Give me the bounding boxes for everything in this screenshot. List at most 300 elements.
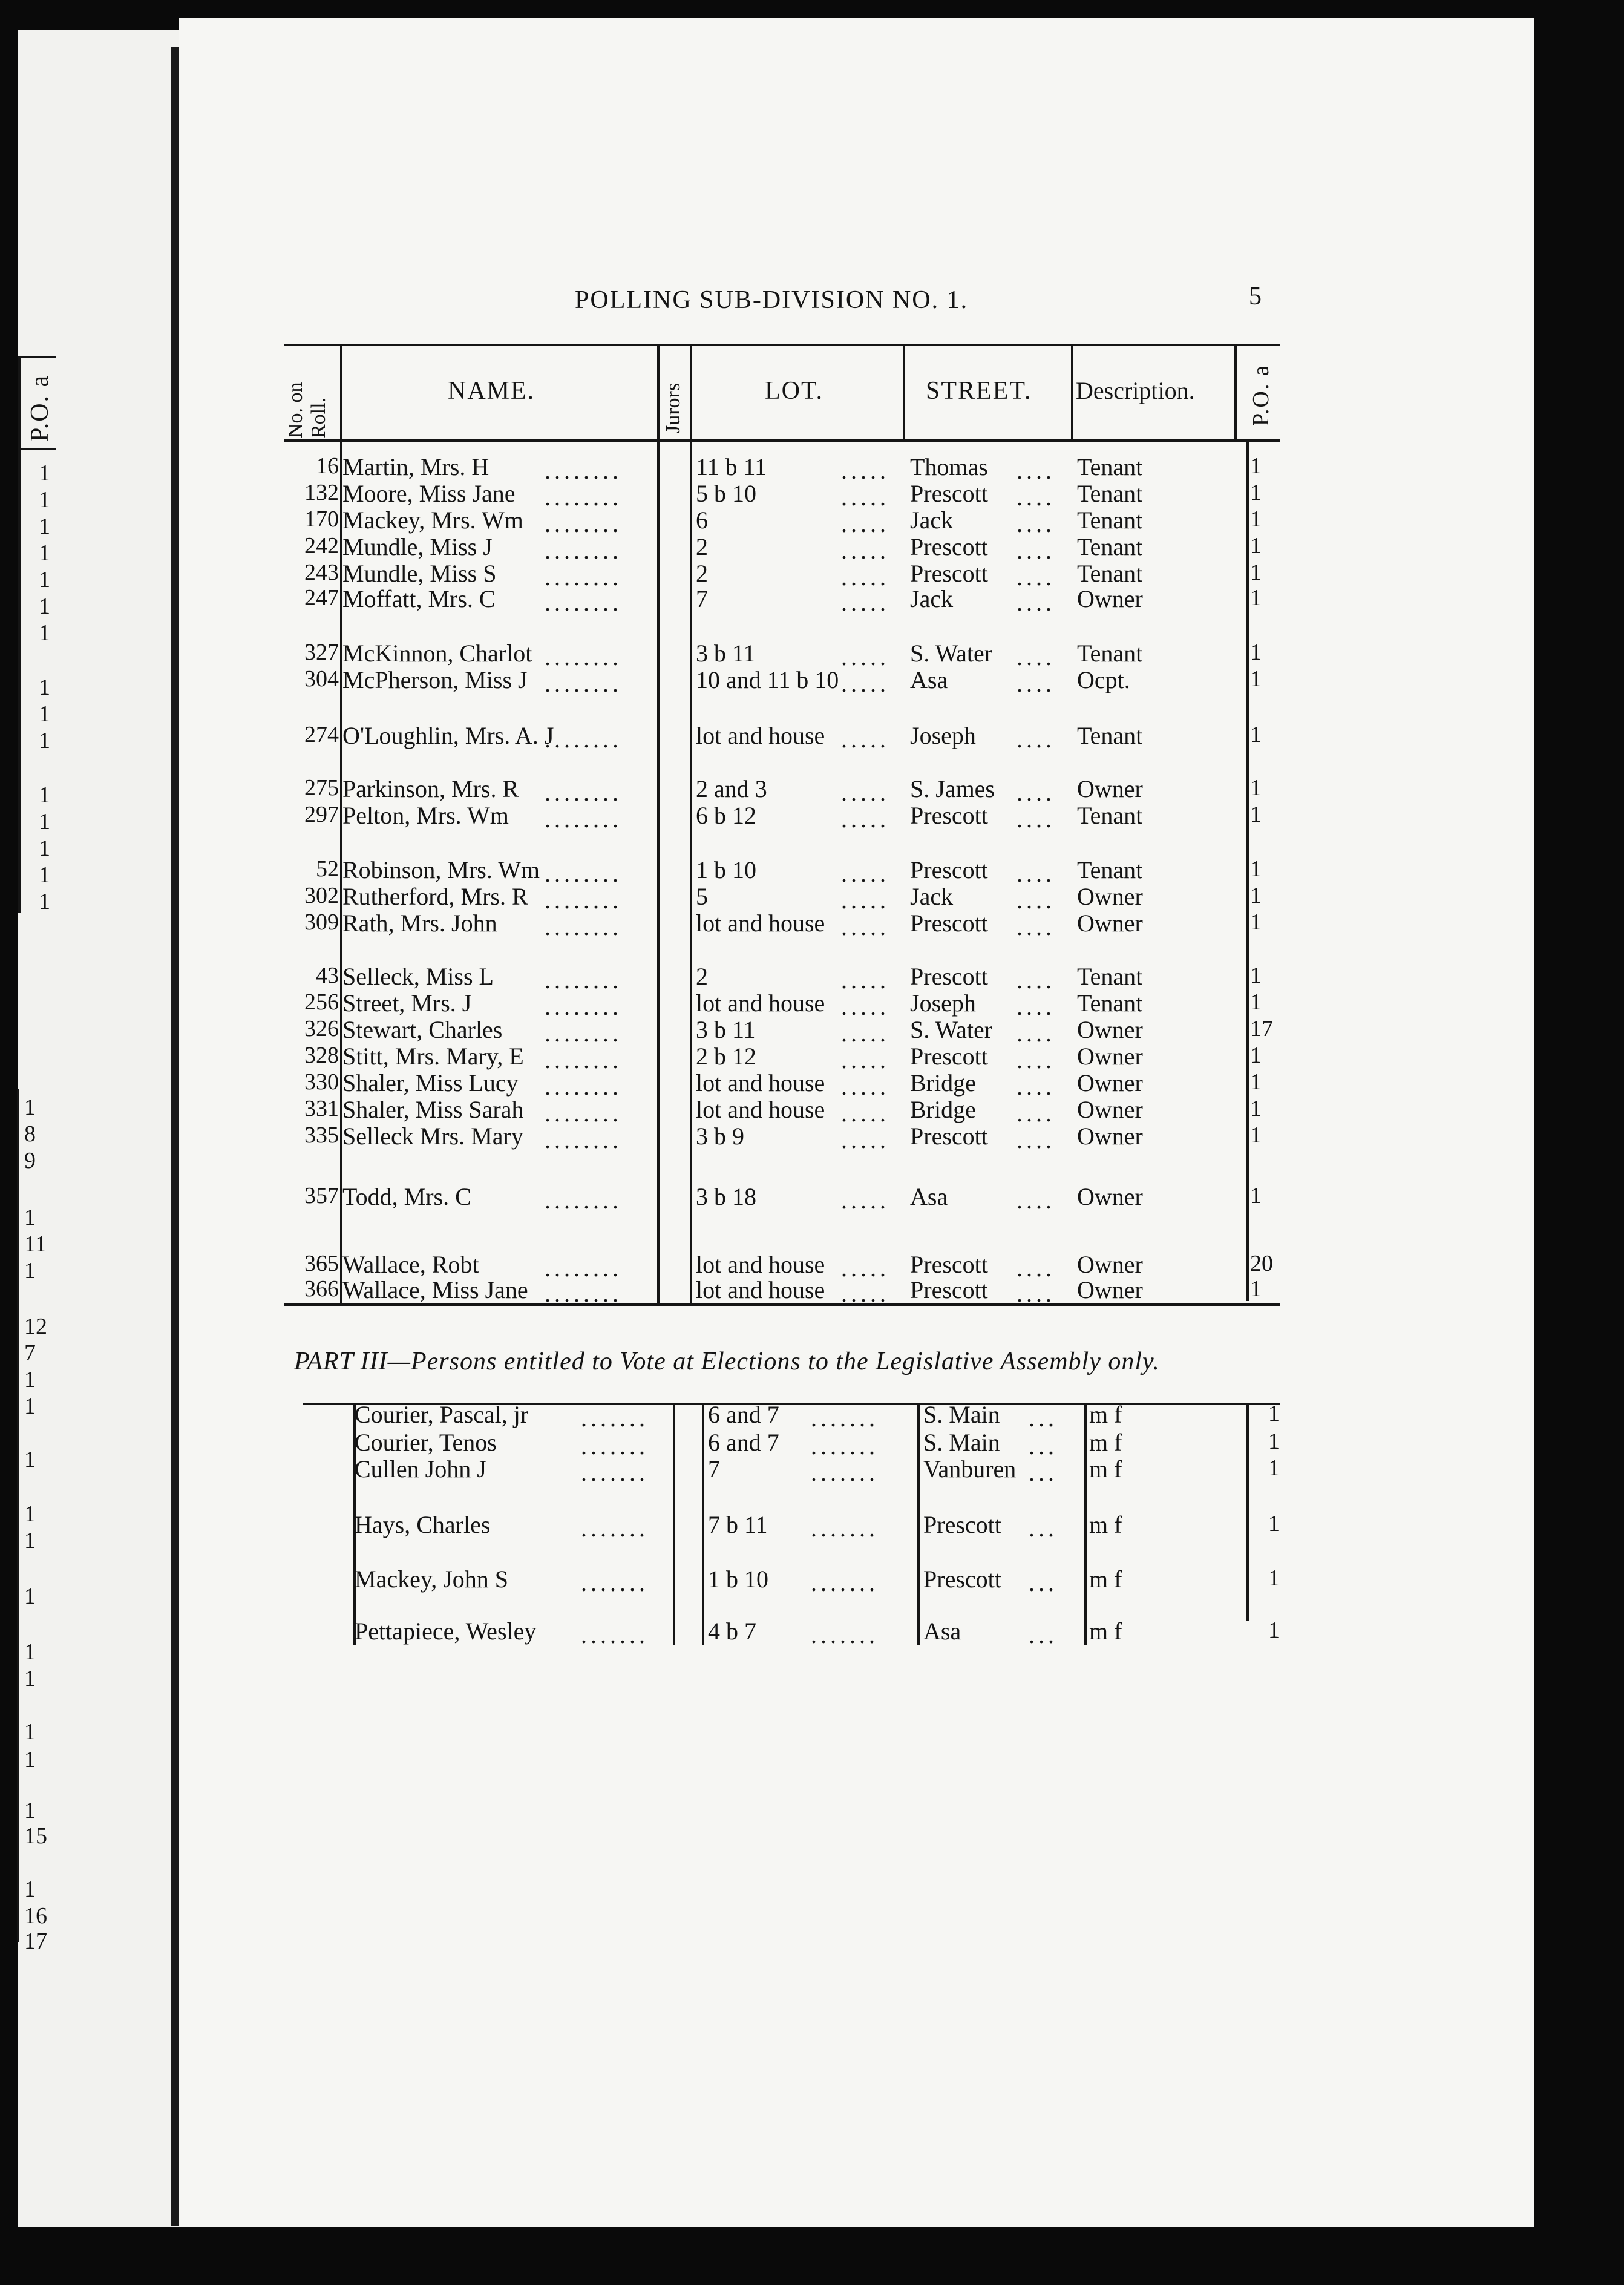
leader-dots: ... (1029, 1432, 1058, 1460)
binding-shadow (171, 47, 179, 2226)
voter-name: Shaler, Miss Sarah (342, 1096, 524, 1123)
po-number: 1 (1250, 963, 1262, 988)
page-number: 5 (1249, 283, 1263, 310)
roll-number: 365 (304, 1251, 339, 1276)
prev-po-value: 1 (39, 809, 50, 834)
voter-name: Courier, Tenos (355, 1429, 497, 1456)
voter-name: McPherson, Miss J (342, 666, 528, 693)
voter-name: Wallace, Robt (342, 1251, 479, 1278)
leader-dots: ..... (841, 1073, 889, 1100)
col-header-name: NAME. (448, 377, 535, 405)
prev-po-value: 1 (24, 1447, 36, 1472)
street: Prescott (910, 1251, 988, 1278)
roll-number: 16 (316, 453, 339, 479)
po-number: 1 (1268, 1401, 1280, 1426)
lot: 2 (696, 963, 708, 990)
prev-po-value: 15 (24, 1823, 47, 1849)
voter-name: Pelton, Mrs. Wm (342, 802, 509, 829)
col-header-street: STREET. (926, 377, 1032, 405)
voter-name: Stitt, Mrs. Mary, E (342, 1043, 524, 1070)
voter-name: Street, Mrs. J (342, 989, 472, 1017)
street: Prescott (910, 856, 988, 884)
prev-po-value: 1 (24, 1095, 36, 1120)
prev-po-value: 1 (39, 728, 50, 753)
voter-name: Shaler, Miss Lucy (342, 1069, 519, 1097)
prev-po-value: 1 (24, 1205, 36, 1230)
prev-po-value: 1 (24, 1747, 36, 1772)
lot: 5 b 10 (696, 480, 756, 507)
description: Owner (1077, 1069, 1143, 1097)
prev-po-value: 1 (39, 836, 50, 861)
leader-dots: ........ (545, 643, 622, 670)
voter-name: Mackey, John S (355, 1565, 509, 1593)
description: Tenant (1077, 722, 1143, 749)
description: Tenant (1077, 989, 1143, 1017)
lot: 6 and 7 (708, 1429, 779, 1456)
po-number: 1 (1250, 453, 1262, 479)
street: S. Water (910, 1016, 993, 1043)
lot: 3 b 18 (696, 1183, 756, 1210)
prev-po-value: 1 (39, 862, 50, 888)
leader-dots: .... (1017, 1187, 1055, 1214)
prev-po-value: 1 (24, 1584, 36, 1609)
leader-dots: .... (1017, 779, 1055, 806)
prev-po-value: 16 (24, 1903, 47, 1929)
street: S. Main (923, 1401, 1000, 1428)
lot: 3 b 11 (696, 640, 756, 667)
prev-rule-sub (18, 448, 56, 450)
prev-po-value: 1 (24, 1877, 36, 1902)
description: Owner (1077, 585, 1143, 612)
leader-dots: ..... (841, 484, 889, 511)
leader-dots: ....... (581, 1459, 649, 1486)
leader-dots: .... (1017, 1126, 1055, 1153)
prev-po-value: 1 (39, 701, 50, 727)
leader-dots: ........ (545, 589, 622, 616)
roll-number: 242 (304, 533, 339, 559)
leader-dots: ..... (841, 779, 889, 806)
description: Tenant (1077, 963, 1143, 990)
prev-page-header: P.O. a (26, 374, 54, 442)
leader-dots: .... (1017, 589, 1055, 616)
leader-dots: .... (1017, 966, 1055, 994)
street: Prescott (910, 480, 988, 507)
lot: 3 b 11 (696, 1016, 756, 1043)
street: Jack (910, 507, 954, 534)
leader-dots: ..... (841, 537, 889, 564)
prev-po-value: 1 (39, 782, 50, 808)
leader-dots: ....... (811, 1569, 879, 1596)
lot: 6 b 12 (696, 802, 756, 829)
description: Tenant (1077, 480, 1143, 507)
voter-name: Hays, Charles (355, 1511, 491, 1538)
lot: 2 (696, 560, 708, 587)
leader-dots: ... (1029, 1569, 1058, 1596)
street: Prescott (923, 1511, 1001, 1538)
voter-name: Selleck, Miss L (342, 963, 494, 990)
voter-name: O'Loughlin, Mrs. A. J (342, 722, 554, 749)
prev-po-value: 1 (39, 675, 50, 700)
description: Ocpt. (1077, 666, 1130, 693)
street: S. Water (910, 640, 993, 667)
leader-dots: ..... (841, 1187, 889, 1214)
lot: lot and house (696, 1251, 825, 1278)
leader-dots: .... (1017, 484, 1055, 511)
leader-dots: ..... (841, 510, 889, 537)
lot: 6 and 7 (708, 1401, 779, 1428)
col-header-jurors: Jurors (662, 382, 684, 433)
voter-name: Courier, Pascal, jr (355, 1401, 529, 1428)
street: Joseph (910, 989, 976, 1017)
roll-number: 132 (304, 480, 339, 505)
po-number: 1 (1250, 802, 1262, 827)
page-title: POLLING SUB-DIVISION NO. 1. (575, 286, 969, 314)
roll-number: 247 (304, 585, 339, 611)
leader-dots: ........ (545, 1254, 622, 1282)
leader-dots: .... (1017, 670, 1055, 697)
leader-dots: .... (1017, 805, 1055, 833)
street: Prescott (910, 1043, 988, 1070)
leader-dots: ........ (545, 1020, 622, 1047)
roll-number: 326 (304, 1016, 339, 1041)
leader-dots: ........ (545, 1126, 622, 1153)
prev-po-value: 1 (39, 889, 50, 914)
leader-dots: ........ (545, 1187, 622, 1214)
roll-number: 328 (304, 1043, 339, 1068)
lot: 4 b 7 (708, 1618, 756, 1645)
voter-name: Mundle, Miss J (342, 533, 493, 560)
leader-dots: ..... (841, 913, 889, 940)
part3-col-po (1246, 1403, 1249, 1621)
voter-name: Cullen John J (355, 1455, 486, 1483)
lot: 1 b 10 (696, 856, 756, 884)
description: Tenant (1077, 533, 1143, 560)
roll-number: 275 (304, 775, 339, 801)
lot: 3 b 9 (696, 1123, 744, 1150)
street: Bridge (910, 1096, 976, 1123)
po-number: 1 (1250, 1123, 1262, 1148)
leader-dots: ..... (841, 1280, 889, 1307)
roll-number: 357 (304, 1183, 339, 1208)
leader-dots: ........ (545, 1073, 622, 1100)
leader-dots: ..... (841, 670, 889, 697)
leader-dots: ..... (841, 805, 889, 833)
description: Tenant (1077, 507, 1143, 534)
prev-po-value: 1 (24, 1258, 36, 1283)
leader-dots: ....... (581, 1515, 649, 1542)
po-number: 1 (1268, 1511, 1280, 1536)
po-number: 1 (1250, 666, 1262, 692)
leader-dots: ........ (545, 1046, 622, 1074)
voter-name: Rutherford, Mrs. R (342, 883, 528, 910)
leader-dots: ..... (841, 887, 889, 914)
col-header-roll: No. on Roll. (284, 382, 330, 438)
leader-dots: ..... (841, 589, 889, 616)
description: m f (1089, 1511, 1122, 1538)
leader-dots: ..... (841, 966, 889, 994)
description: Owner (1077, 883, 1143, 910)
roll-number: 302 (304, 883, 339, 908)
prev-po-value: 1 (39, 540, 50, 566)
prev-po-value: 1 (24, 1666, 36, 1691)
lot: lot and house (696, 1096, 825, 1123)
leader-dots: ....... (811, 1515, 879, 1542)
leader-dots: .... (1017, 537, 1055, 564)
roll-number: 304 (304, 666, 339, 692)
roll-number: 52 (316, 856, 339, 882)
po-number: 1 (1250, 1276, 1262, 1302)
voter-name: Martin, Mrs. H (342, 453, 489, 480)
po-number: 1 (1268, 1455, 1280, 1481)
description: Owner (1077, 1276, 1143, 1303)
prev-po-value: 1 (24, 1798, 36, 1823)
description: m f (1089, 1618, 1122, 1645)
prev-po-value: 1 (39, 567, 50, 592)
lot: 6 (696, 507, 708, 534)
prev-rule-left (18, 356, 21, 913)
prev-po-value: 1 (24, 1367, 36, 1392)
leader-dots: ..... (841, 457, 889, 484)
leader-dots: ....... (811, 1459, 879, 1486)
po-number: 1 (1250, 989, 1262, 1015)
col-header-po: P.O. a (1248, 364, 1274, 426)
col-divider-po (1246, 439, 1249, 1301)
po-number: 1 (1250, 856, 1262, 882)
prev-po-value: 1 (39, 594, 50, 619)
description: Tenant (1077, 856, 1143, 884)
roll-number: 331 (304, 1096, 339, 1121)
po-number: 1 (1268, 1618, 1280, 1643)
leader-dots: ..... (841, 563, 889, 591)
lot: 10 and 11 b 10 (696, 666, 839, 693)
col-divider-desc-head (1234, 344, 1237, 441)
prev-po-value: 1 (39, 487, 50, 513)
leader-dots: ........ (545, 1280, 622, 1307)
leader-dots: ..... (841, 1046, 889, 1074)
prev-po-value: 1 (24, 1719, 36, 1745)
voter-name: Wallace, Miss Jane (342, 1276, 528, 1303)
col-divider-name (657, 344, 660, 1306)
prev-po-value: 1 (24, 1639, 36, 1665)
leader-dots: ........ (545, 457, 622, 484)
po-number: 1 (1250, 775, 1262, 801)
leader-dots: ........ (545, 537, 622, 564)
col-divider-lot-head (903, 344, 905, 441)
leader-dots: .... (1017, 1254, 1055, 1282)
leader-dots: ... (1029, 1515, 1058, 1542)
roll-number: 330 (304, 1069, 339, 1095)
prev-po-value: 11 (24, 1231, 47, 1257)
street: Vanburen (923, 1455, 1017, 1483)
street: Prescott (910, 1123, 988, 1150)
description: m f (1089, 1401, 1122, 1428)
po-number: 1 (1250, 480, 1262, 505)
prev-rule-top (18, 356, 56, 358)
leader-dots: .... (1017, 860, 1055, 887)
description: Owner (1077, 775, 1143, 802)
street: Jack (910, 585, 954, 612)
leader-dots: ..... (841, 643, 889, 670)
leader-dots: ..... (841, 1020, 889, 1047)
lot: lot and house (696, 989, 825, 1017)
street: Prescott (910, 910, 988, 937)
leader-dots: ........ (545, 779, 622, 806)
description: Owner (1077, 1183, 1143, 1210)
leader-dots: ..... (841, 1100, 889, 1127)
street: Prescott (923, 1565, 1001, 1593)
leader-dots: ........ (545, 860, 622, 887)
description: Tenant (1077, 453, 1143, 480)
table-header-rule (284, 439, 1280, 442)
table-top-rule (284, 344, 1280, 346)
po-number: 20 (1250, 1251, 1273, 1276)
description: Owner (1077, 1123, 1143, 1150)
roll-number: 366 (304, 1276, 339, 1302)
po-number: 1 (1250, 883, 1262, 908)
prev-rule-left-lower (17, 1089, 19, 1942)
leader-dots: ........ (545, 484, 622, 511)
po-number: 1 (1250, 533, 1262, 559)
voter-name: Selleck Mrs. Mary (342, 1123, 523, 1150)
leader-dots: ........ (545, 993, 622, 1020)
description: Tenant (1077, 560, 1143, 587)
leader-dots: ....... (811, 1621, 879, 1648)
prev-po-value: 8 (24, 1121, 36, 1147)
prev-po-value: 17 (24, 1929, 47, 1954)
prev-po-value: 1 (24, 1501, 36, 1527)
street: Prescott (910, 802, 988, 829)
description: Tenant (1077, 802, 1143, 829)
lot: lot and house (696, 910, 825, 937)
street: Thomas (910, 453, 988, 480)
leader-dots: ....... (811, 1405, 879, 1432)
prev-po-value: 7 (24, 1340, 36, 1366)
description: Tenant (1077, 640, 1143, 667)
lot: lot and house (696, 1069, 825, 1097)
roll-number: 309 (304, 910, 339, 935)
roll-number: 297 (304, 802, 339, 827)
voter-name: Rath, Mrs. John (342, 910, 497, 937)
leader-dots: ..... (841, 860, 889, 887)
prev-po-value: 1 (39, 461, 50, 486)
po-number: 1 (1250, 507, 1262, 532)
street: Bridge (910, 1069, 976, 1097)
leader-dots: .... (1017, 457, 1055, 484)
voter-name: Stewart, Charles (342, 1016, 503, 1043)
leader-dots: .... (1017, 1280, 1055, 1307)
prev-po-value: 12 (24, 1314, 47, 1339)
po-number: 1 (1250, 1043, 1262, 1068)
street: Prescott (910, 963, 988, 990)
leader-dots: ..... (841, 1126, 889, 1153)
voter-name: Parkinson, Mrs. R (342, 775, 519, 802)
street: S. Main (923, 1429, 1000, 1456)
leader-dots: .... (1017, 993, 1055, 1020)
prev-po-value: 1 (39, 620, 50, 646)
col-divider-street-head (1071, 344, 1073, 441)
part3-col-lot (702, 1403, 704, 1645)
roll-number: 335 (304, 1123, 339, 1148)
lot: 2 b 12 (696, 1043, 756, 1070)
street: Asa (923, 1618, 961, 1645)
lot: 2 and 3 (696, 775, 767, 802)
leader-dots: ........ (545, 1100, 622, 1127)
voter-name: McKinnon, Charlot (342, 640, 532, 667)
leader-dots: ..... (841, 993, 889, 1020)
description: Owner (1077, 910, 1143, 937)
leader-dots: ....... (581, 1569, 649, 1596)
part3-col-jurors (673, 1403, 675, 1645)
description: m f (1089, 1455, 1122, 1483)
leader-dots: ........ (545, 913, 622, 940)
leader-dots: ..... (841, 726, 889, 753)
roll-number: 170 (304, 507, 339, 532)
voter-name: Todd, Mrs. C (342, 1183, 471, 1210)
leader-dots: ........ (545, 670, 622, 697)
leader-dots: ........ (545, 805, 622, 833)
lot: 7 (708, 1455, 720, 1483)
prev-po-value: 1 (39, 514, 50, 539)
leader-dots: ... (1029, 1459, 1058, 1486)
description: Owner (1077, 1096, 1143, 1123)
voter-name: Mundle, Miss S (342, 560, 497, 587)
po-number: 1 (1250, 1069, 1262, 1095)
po-number: 1 (1250, 722, 1262, 747)
po-number: 1 (1268, 1429, 1280, 1454)
street: Jack (910, 883, 954, 910)
street: Prescott (910, 533, 988, 560)
po-number: 17 (1250, 1016, 1273, 1041)
street: Prescott (910, 1276, 988, 1303)
po-number: 1 (1250, 585, 1262, 611)
po-number: 1 (1250, 640, 1262, 665)
leader-dots: ....... (581, 1432, 649, 1460)
leader-dots: ... (1029, 1405, 1058, 1432)
leader-dots: ....... (811, 1432, 879, 1460)
col-divider-jurors (690, 344, 692, 1306)
po-number: 1 (1250, 1096, 1262, 1121)
street: Asa (910, 666, 948, 693)
lot: 7 b 11 (708, 1511, 768, 1538)
lot: 7 (696, 585, 708, 612)
po-number: 1 (1250, 560, 1262, 585)
leader-dots: ........ (545, 726, 622, 753)
lot: 11 b 11 (696, 453, 767, 480)
leader-dots: .... (1017, 726, 1055, 753)
leader-dots: .... (1017, 1046, 1055, 1074)
col-header-description: Description. (1076, 377, 1195, 404)
voter-name: Moore, Miss Jane (342, 480, 516, 507)
part3-title: PART III—Persons entitled to Vote at Elections to the Legislative Assembly only. (294, 1348, 1160, 1375)
lot: 1 b 10 (708, 1565, 768, 1593)
leader-dots: ....... (581, 1621, 649, 1648)
lot: lot and house (696, 722, 825, 749)
roll-number: 327 (304, 640, 339, 665)
prev-po-value: 9 (24, 1148, 36, 1173)
roll-number: 43 (316, 963, 339, 988)
street: S. James (910, 775, 995, 802)
po-number: 1 (1250, 910, 1262, 935)
leader-dots: .... (1017, 1020, 1055, 1047)
street: Asa (910, 1183, 948, 1210)
lot: lot and house (696, 1276, 825, 1303)
col-header-lot: LOT. (765, 377, 824, 405)
leader-dots: .... (1017, 1073, 1055, 1100)
leader-dots: .... (1017, 643, 1055, 670)
description: Owner (1077, 1043, 1143, 1070)
leader-dots: .... (1017, 510, 1055, 537)
leader-dots: ........ (545, 887, 622, 914)
